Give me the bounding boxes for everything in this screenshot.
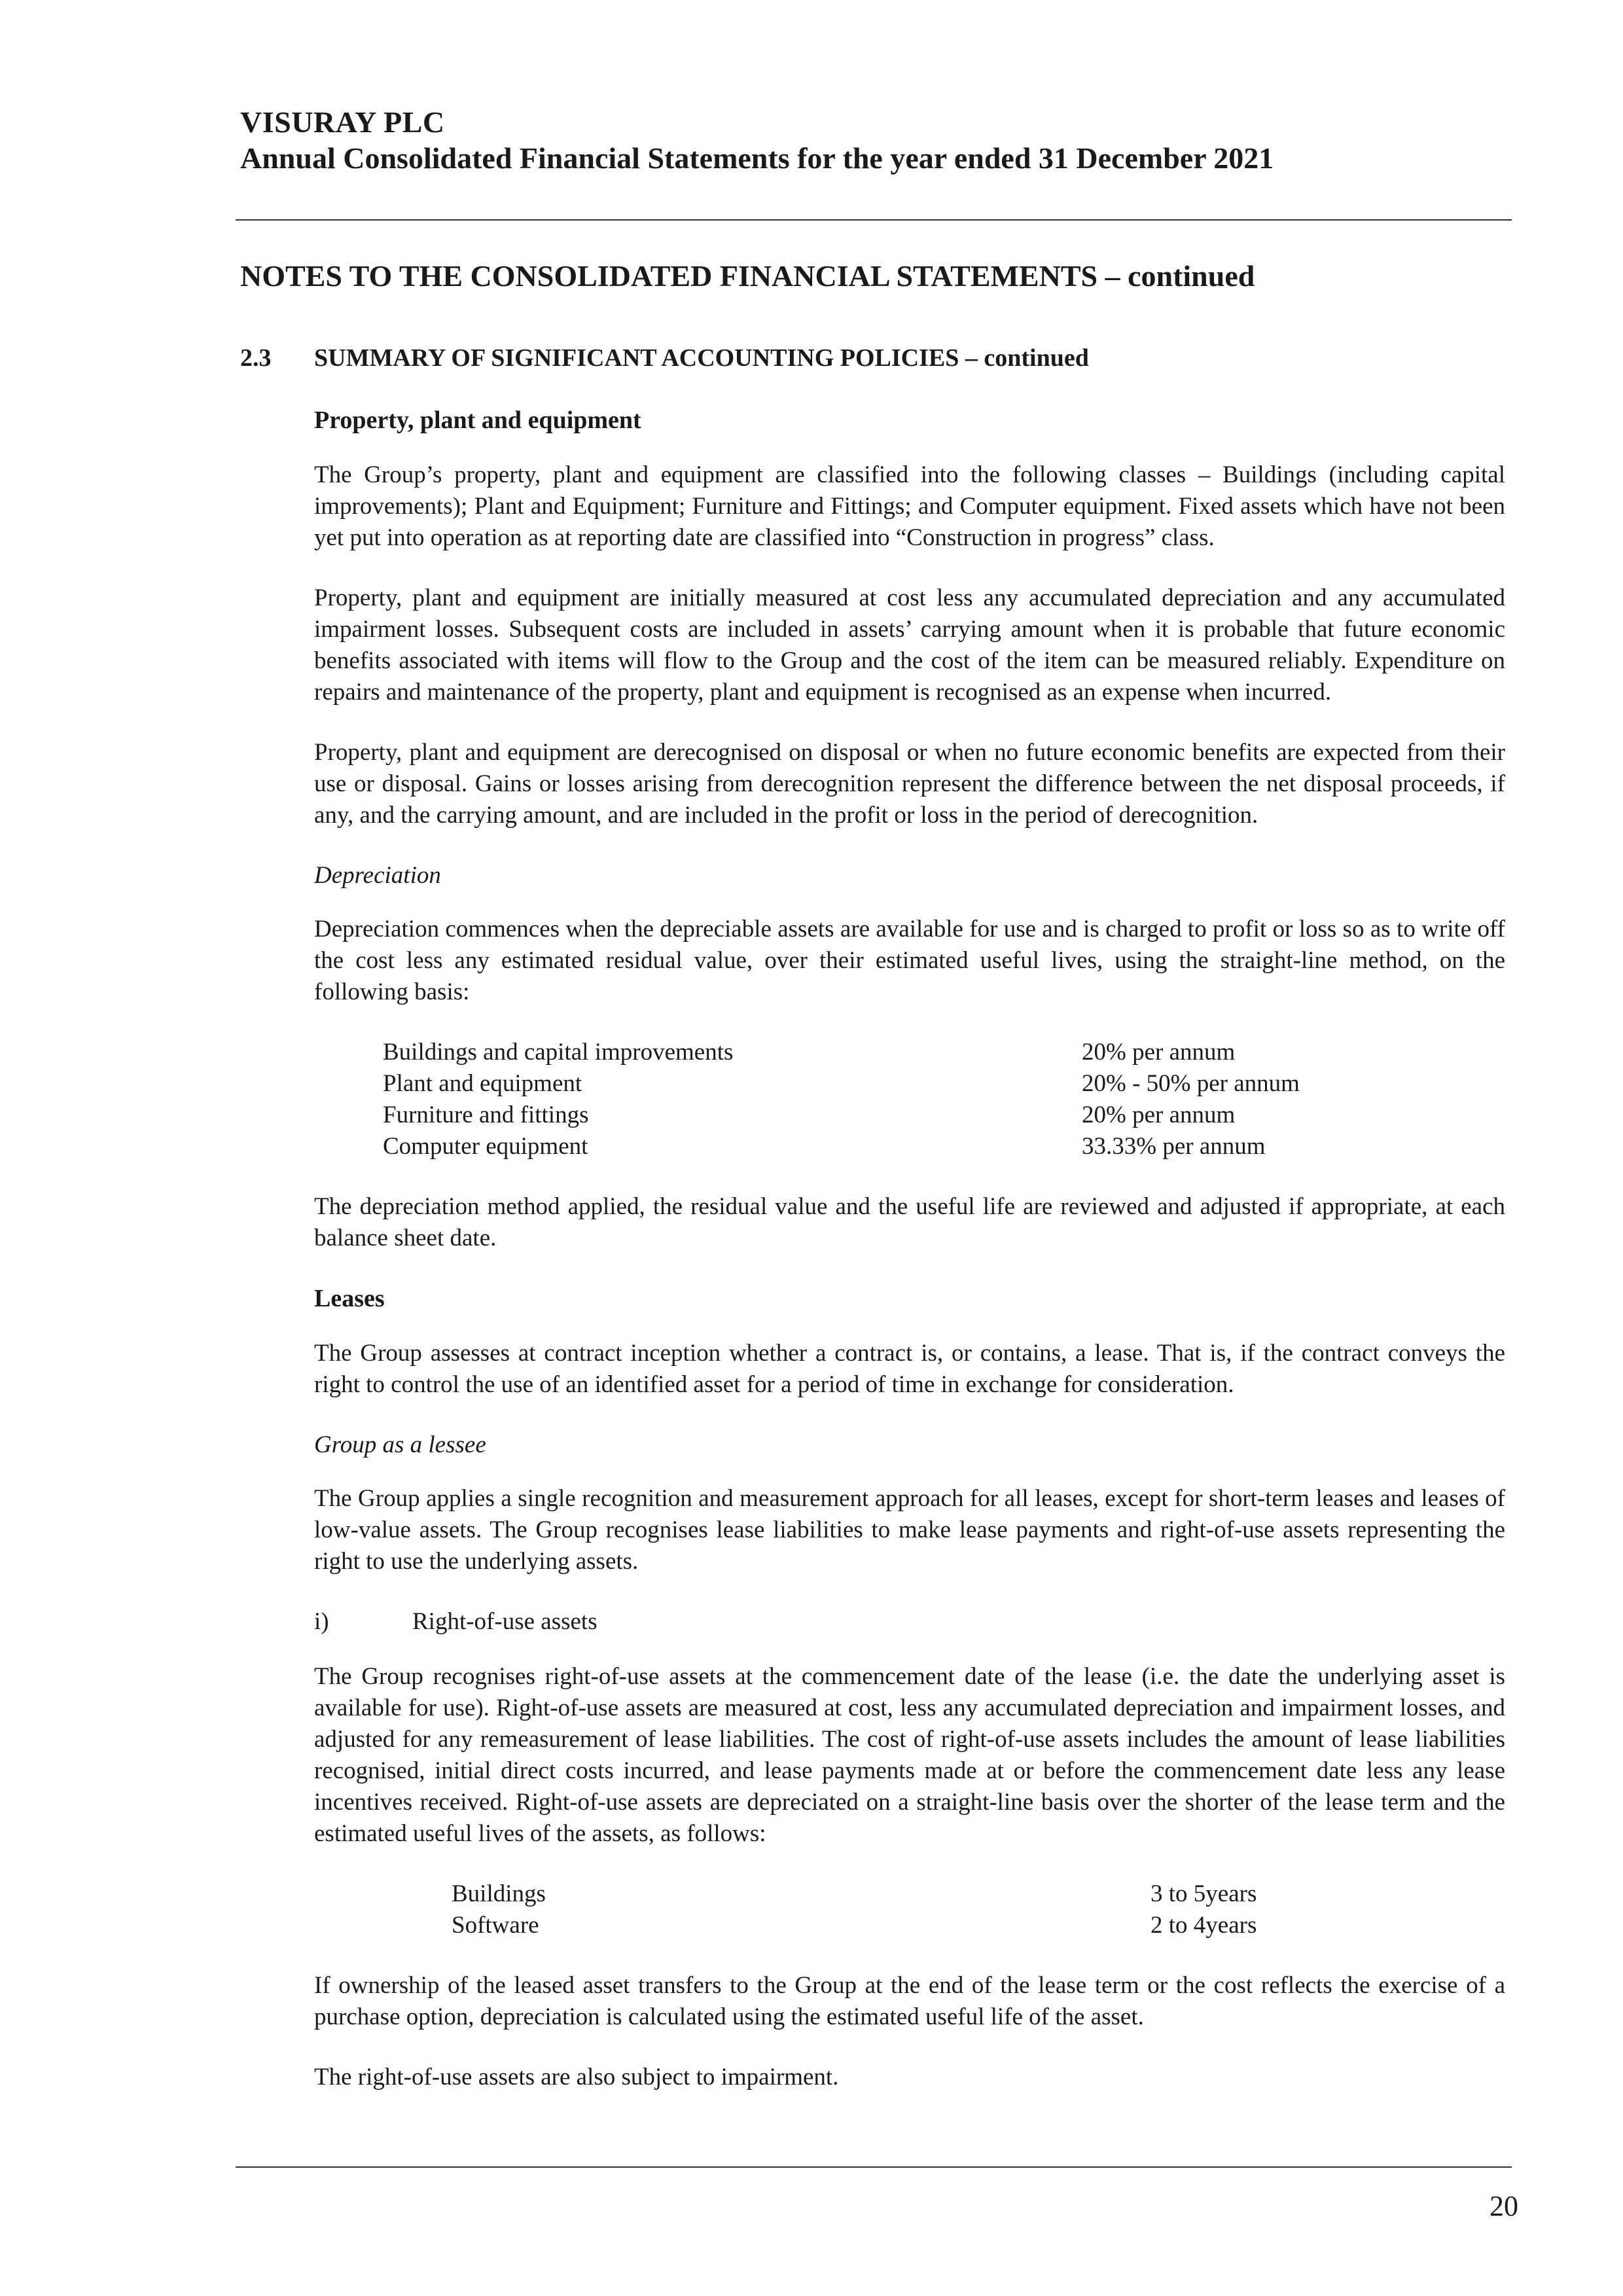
right-of-use-life-row	[452, 1878, 1368, 1910]
item-marker: i)	[314, 1608, 329, 1635]
depreciation-rate: 20% per annum	[1082, 1039, 1236, 1066]
asset-class: Plant and equipment	[383, 1070, 582, 1097]
ppe-paragraph-classes: The Group’s property, plant and equipment are classified into the following classes – Buildings (including capital improvements); Plant and Equipment; Furniture and Fittings; and Computer equipment. Fixed assets which have not been yet put into operation as at reporting date are classified into “Construction in progress” class.	[314, 461, 1505, 551]
depreciation-rate-row	[383, 1100, 1364, 1131]
footer-divider	[236, 2166, 1512, 2168]
right-of-use-paragraph: The Group recognises right-of-use assets at the commencement date of the lease (i.e. the date the underlying asset is available for use). Right-of-use assets are measured at cost, less any accumulated depreciation and impairment losses, and adjusted for any remeasurement of lease liabilities. The cost of right-of-use assets includes the amount of lease liabilities recognised, initial direct costs incurred, and lease payments made at or before the commencement date less any lease incentives received. Right-of-use assets are depreciated on a straight-line basis over the shorter of the lease term and the estimated useful lives of the assets, as follows:	[314, 1663, 1505, 1847]
depreciation-rates-table	[383, 1037, 1364, 1162]
notes-title: NOTES TO THE CONSOLIDATED FINANCIAL STATEMENTS – continued	[240, 259, 1255, 293]
asset-class: Computer equipment	[383, 1133, 588, 1160]
leases-heading: Leases	[314, 1285, 385, 1312]
depreciation-rate-row	[383, 1068, 1364, 1100]
depreciation-paragraph-basis: Depreciation commences when the depreciable assets are available for use and is charged to profit or loss so as to write off the cost less any estimated residual value, over their estimated useful lives, using the straight-line method, on the following basis:	[314, 916, 1505, 1005]
depreciation-rate: 20% - 50% per annum	[1082, 1070, 1300, 1097]
depreciation-rate-row	[383, 1131, 1364, 1162]
impairment-paragraph: The right-of-use assets are also subject to impairment.	[314, 2064, 839, 2090]
rou-useful-life: 2 to 4years	[1150, 1912, 1257, 1939]
page-number: 20	[1489, 2190, 1518, 2222]
section-title: SUMMARY OF SIGNIFICANT ACCOUNTING POLICIES – continued	[314, 344, 1089, 372]
rou-asset-class: Buildings	[452, 1880, 546, 1907]
rou-asset-class: Software	[452, 1912, 539, 1939]
depreciation-heading: Depreciation	[314, 862, 441, 889]
item-title: Right-of-use assets	[412, 1608, 597, 1635]
asset-class: Furniture and fittings	[383, 1102, 589, 1128]
right-of-use-item-heading	[314, 1606, 1505, 1638]
notes-content	[314, 404, 1505, 2122]
company-name: VISURAY PLC	[240, 105, 445, 139]
depreciation-rate-row	[383, 1037, 1364, 1068]
header-divider	[236, 219, 1512, 221]
lessee-heading: Group as a lessee	[314, 1431, 486, 1458]
ppe-paragraph-derecognition: Property, plant and equipment are derecognised on disposal or when no future economic benefits are expected from their use or disposal. Gains or losses arising from derecognition represent the difference between the net disposal proceeds, if any, and the carrying amount, and are included in the profit or loss in the period of derecognition.	[314, 739, 1505, 829]
report-title: Annual Consolidated Financial Statements for the year ended 31 December 2021	[240, 141, 1274, 175]
ppe-paragraph-measurement: Property, plant and equipment are initially measured at cost less any accumulated depreciation and any accumulated impairment losses. Subsequent costs are included in assets’ carrying amount when it is probable that future economic benefits associated with items will flow to the Group and the cost of the item can be measured reliably. Expenditure on repairs and maintenance of the property, plant and equipment is recognised as an expense when incurred.	[314, 584, 1505, 706]
depreciation-rate: 33.33% per annum	[1082, 1133, 1266, 1160]
lessee-paragraph: The Group applies a single recognition and measurement approach for all leases, except for short-term leases and leases of low-value assets. The Group recognises lease liabilities to make lease payments and right-of-use assets representing the right to use the underlying assets.	[314, 1485, 1505, 1575]
right-of-use-life-row	[452, 1910, 1368, 1941]
leases-paragraph-inception: The Group assesses at contract inception whether a contract is, or contains, a lease. That is, if the contract conveys the right to control the use of an identified asset for a period of time in exchange for consideration.	[314, 1340, 1505, 1398]
rou-useful-life: 3 to 5years	[1150, 1880, 1257, 1907]
asset-class: Buildings and capital improvements	[383, 1039, 734, 1066]
depreciation-rate: 20% per annum	[1082, 1102, 1236, 1128]
right-of-use-lives-table	[452, 1878, 1368, 1941]
ppe-heading: Property, plant and equipment	[314, 406, 641, 434]
section-number: 2.3	[240, 344, 272, 372]
depreciation-paragraph-review: The depreciation method applied, the residual value and the useful life are reviewed and adjusted if appropriate, at each balance sheet date.	[314, 1193, 1505, 1251]
ownership-transfer-paragraph: If ownership of the leased asset transfers to the Group at the end of the lease term or the cost reflects the exercise of a purchase option, depreciation is calculated using the estimated useful life of the asset.	[314, 1972, 1505, 2030]
